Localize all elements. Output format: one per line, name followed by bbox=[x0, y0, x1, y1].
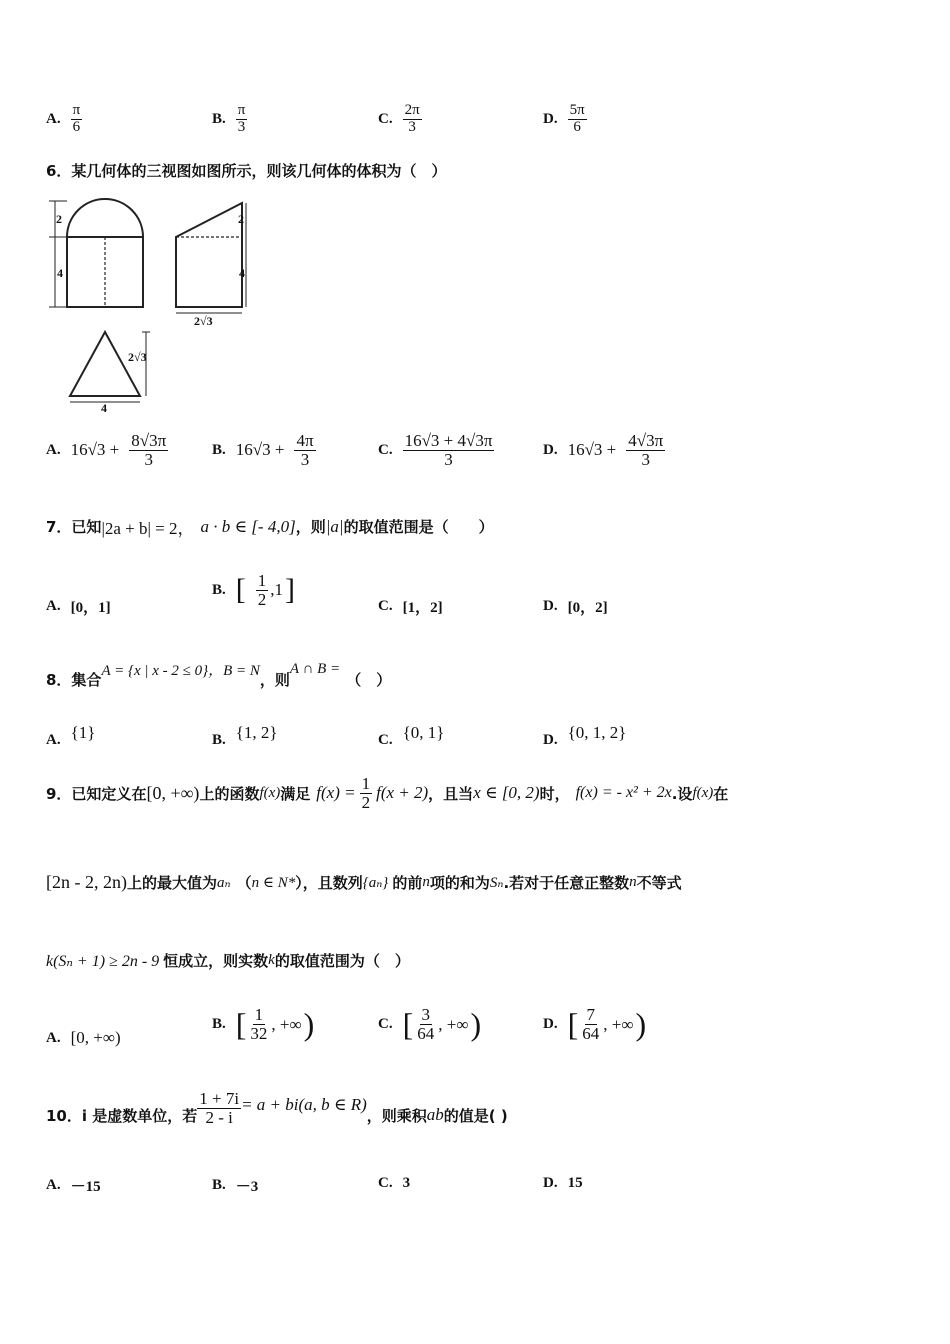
fig-label-width: 2√3 bbox=[194, 314, 213, 328]
q8-option-a: A. {1} bbox=[46, 722, 96, 748]
q7-option-a: A. [0，1] bbox=[46, 598, 111, 616]
q6-option-c: C. $\frac{16√3 + 4√3\pi}{3}$ bbox=[378, 431, 493, 469]
q5-option-d: D. $\frac{5\pi}{6}$ bbox=[543, 102, 585, 135]
q6-option-b: B. 16√3 + $\frac{4\pi}{3}$ bbox=[212, 431, 314, 469]
q10-option-d: D. 15 bbox=[543, 1175, 583, 1191]
three-view-figure bbox=[46, 195, 266, 415]
q10-stem: 10．i 是虚数单位，若 $\frac{1 + 7i}{2 - i}$ = a + bi(a, b ∈ R) ，则乘积 ab 的值是( ) bbox=[46, 1089, 508, 1127]
q6-option-d: D. 16√3 + $\frac{4√3\pi}{3}$ bbox=[543, 431, 664, 469]
fig-label-2-left: 2 bbox=[56, 212, 62, 226]
q10-option-b: B. －3 bbox=[212, 1177, 259, 1195]
q9-option-d: D. [ $\frac{7}{64}$ , +∞ ) bbox=[543, 1005, 647, 1043]
q5-option-b: B. $\frac{\pi}{3}$ bbox=[212, 102, 246, 135]
q6-stem: 6．某几何体的三视图如图所示，则该几何体的体积为（ ） bbox=[46, 162, 447, 180]
fig-label-base: 4 bbox=[101, 401, 107, 415]
q7-option-b: B. [ $\frac{1}{2}$ ,1 ] bbox=[212, 571, 296, 609]
fig-label-2-right: 2 bbox=[238, 212, 244, 226]
q6-option-a: A. 16√3 + $\frac{8√3\pi}{3}$ bbox=[46, 431, 167, 469]
q5-option-a: A. $\frac{\pi}{6}$ bbox=[46, 102, 81, 135]
q5-option-c: C. $\frac{2\pi}{3}$ bbox=[378, 102, 420, 135]
q8-option-b: B. {1, 2} bbox=[212, 722, 278, 748]
fig-label-4-left: 4 bbox=[57, 266, 63, 280]
q9-option-a: A. [0, +∞) bbox=[46, 1028, 121, 1047]
q7-option-d: D. [0，2] bbox=[543, 598, 608, 616]
q7-stem: 7．已知 |2a + b| = 2， a · b ∈ [- 4,0] ，则 |a| 的取值范围是（ ） bbox=[46, 516, 494, 538]
fig-label-height: 2√3 bbox=[128, 350, 147, 364]
q10-option-a: A. －15 bbox=[46, 1177, 101, 1195]
q7-option-c: C. [1，2] bbox=[378, 598, 443, 616]
q8-stem: 8．集合 A = {x | x - 2 ≤ 0}，B = N ，则 A ∩ B = （ ） bbox=[46, 661, 392, 689]
q9-line-1: 9．已知定义在 [0, +∞) 上的函数 f(x) 满足 f(x) = $\frac{1}{2}$ f(x + 2) ，且当 x ∈ [0, 2) 时， f(x) = - x² + 2x .设 f(x) 在 bbox=[46, 774, 729, 812]
q10-option-c: C. 3 bbox=[378, 1175, 411, 1191]
q8-option-c: C. {0, 1} bbox=[378, 722, 445, 748]
q9-option-c: C. [ $\frac{3}{64}$ , +∞ ) bbox=[378, 1005, 482, 1043]
q9-line-2: [2n - 2, 2n) 上的最大值为 aₙ （ n ∈ N* ），且数列 {aₙ} 的前 n 项的和为 Sₙ .若对于任意正整数 n 不等式 bbox=[46, 872, 682, 892]
q9-option-b: B. [ $\frac{1}{32}$ , +∞ ) bbox=[212, 1005, 315, 1043]
fig-label-4-right: 4 bbox=[239, 266, 245, 280]
q8-option-d: D. {0, 1, 2} bbox=[543, 722, 627, 748]
q9-line-3: k(Sₙ + 1) ≥ 2n - 9 恒成立，则实数 k 的取值范围为（ ） bbox=[46, 952, 410, 970]
